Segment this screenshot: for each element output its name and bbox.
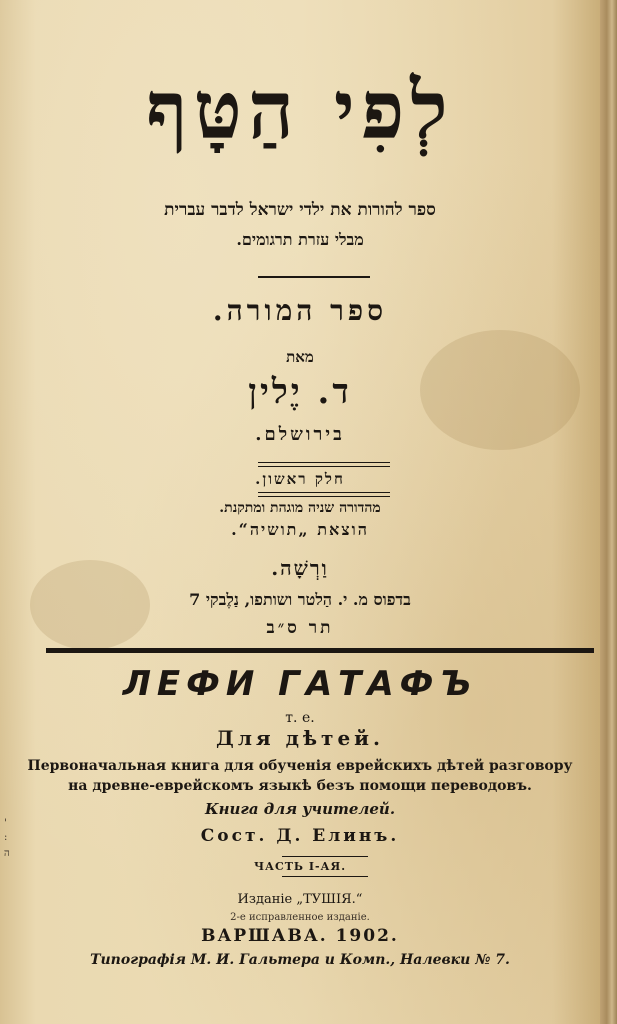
russian-publisher: Изданіе „ТУШІЯ.“ — [237, 892, 363, 907]
russian-description-line2: на древне-еврейскомъ языкѣ безъ помощи переводовъ. — [68, 778, 532, 794]
hebrew-subtitle-line1: ספר להורות את ילדי ישראל לדבר עברית — [164, 200, 436, 220]
hebrew-part: חלק ראשון. — [255, 470, 345, 488]
part-rule-bottom — [282, 876, 368, 877]
margin-mark: ' — [4, 818, 7, 829]
hebrew-publisher: הוצאת „תושיה“. — [231, 520, 369, 539]
russian-te: т. е. — [285, 710, 315, 726]
hebrew-city: בירושלם. — [255, 424, 345, 445]
hebrew-title: לְפִי הַטָּף — [146, 63, 454, 157]
double-rule-bottom — [258, 492, 390, 497]
russian-teachers-book: Книга для учителей. — [204, 800, 396, 818]
hebrew-author: ד. יֶלין — [248, 372, 352, 412]
hebrew-from: מאת — [286, 348, 314, 366]
russian-compiled: Сост. Д. Елинъ. — [200, 826, 400, 846]
separator-line — [258, 276, 370, 278]
part-rule-top — [282, 856, 368, 857]
hebrew-subtitle-line2: מבלי עזרת תרגומים. — [236, 230, 364, 249]
russian-for-children: Для дѣтей. — [216, 726, 384, 750]
hebrew-edition: מהדורה שניה מוגהת ומתקנת. — [219, 500, 381, 516]
hebrew-year: תר ס״ב — [266, 618, 334, 638]
russian-edition: 2-е исправленное изданіе. — [230, 912, 370, 923]
double-rule-top — [258, 462, 390, 467]
margin-mark: ה — [4, 848, 10, 859]
book-edge — [600, 0, 617, 1024]
margin-mark: : — [4, 832, 8, 843]
heavy-divider — [46, 648, 594, 653]
russian-printer: Типографія М. И. Гальтера и Комп., Налевки № 7. — [90, 952, 510, 968]
russian-title: ЛЕФИ ГАТАФЪ — [122, 664, 478, 704]
russian-warsaw-year: ВАРШАВА. 1902. — [201, 926, 399, 946]
russian-description-line1: Первоначальная книга для обученія еврейскихъ дѣтей разговору — [27, 758, 573, 774]
hebrew-printer: בדפוס מ. י. הַלטר ושותפו, נַלֶבקי 7 — [189, 590, 411, 609]
hebrew-warsaw: וַרְשָׁה. — [271, 556, 329, 580]
hebrew-book-type: ספר המורה. — [212, 294, 388, 327]
russian-part: ЧАСТЬ I-АЯ. — [253, 860, 347, 873]
